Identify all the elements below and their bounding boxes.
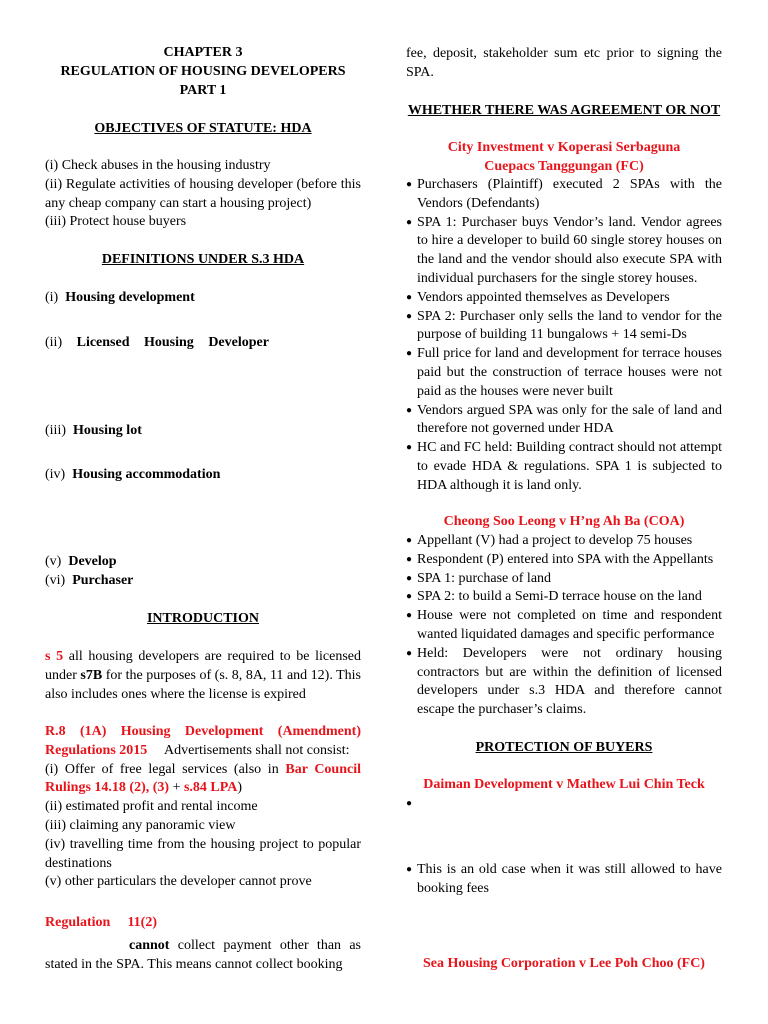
advert-item: (ii) estimated profit and rental income: [45, 799, 258, 815]
definition-develop: (v) Develop: [45, 554, 117, 569]
list-item: ● This is an old case when it was still allowed to have booking fees: [406, 861, 722, 899]
list-item: [406, 795, 722, 814]
introduction-paragraph: s 5 all housing developers are required to be licensed under s7B for the purposes of (s. 8, 8A, 11 and 12). This also includes ones where the license is expired: [45, 649, 361, 702]
objective-item: (ii) Regulate activities of housing developer (before this any cheap company can start a housing project): [45, 176, 361, 211]
objective-item: (iii) Protect house buyers: [45, 214, 187, 230]
objective-item: (i) Check abuses in the housing industry: [45, 158, 271, 173]
list-item: ● SPA 1: purchase of land: [406, 570, 722, 589]
definition-purchaser: (vi) Purchaser: [45, 573, 134, 588]
case-points-city-investment: [406, 176, 722, 496]
list-item: ● Full price for land and development for terrace houses paid but the construction of terrace houses were not paid as the houses were never built: [406, 345, 722, 401]
case-title-city-investment: City Investment v Koperasi Serbaguna Cuepacs Tanggungan (FC): [447, 140, 681, 174]
list-item: ● House were not completed on time and respondent wanted liquidated damages and specific performance: [406, 607, 722, 645]
advert-item: (v) other particulars the developer cannot prove: [45, 874, 312, 890]
protection-heading: PROTECTION OF BUYERS: [475, 740, 653, 755]
list-item: ● Vendors argued SPA was only for the sale of land and therefore not governed under HDA: [406, 402, 722, 440]
definition-housing-lot: (iii) Housing lot: [45, 423, 142, 438]
list-item: ● Appellant (V) had a project to develop 75 houses: [406, 532, 722, 551]
case-title-sea-housing: Sea Housing Corporation v Lee Poh Choo (FC): [423, 956, 705, 971]
list-item: ● Held: Developers were not ordinary housing contractors but are within the definition of licensed developers under s.3 HDA and therefore cannot escape the purchaser’s claims.: [406, 645, 722, 720]
list-item: ● SPA 2: Purchaser only sells the land to vendor for the purpose of building 11 bungalows + 14 semi-Ds: [406, 308, 722, 346]
objectives-list: [45, 157, 361, 232]
agreement-heading: WHETHER THERE WAS AGREEMENT OR NOT: [407, 103, 721, 118]
list-item: ● HC and FC held: Building contract should not attempt to evade HDA & regulations. SPA 1 is subjected to HDA although it is land only.: [406, 439, 722, 495]
case-points-daiman-development: [406, 861, 722, 899]
case-title-cheong-soo-leong: Cheong Soo Leong v H’ng Ah Ba (COA): [443, 514, 685, 529]
advert-item: (i) Offer of free legal services (also in Bar Council Rulings 14.18 (2), (3) + s.84 LPA): [45, 761, 361, 796]
definition-housing-development: (i) Housing development: [45, 290, 195, 305]
continued-paragraph: fee, deposit, stakeholder sum etc prior to signing the SPA.: [406, 46, 722, 80]
introduction-heading: INTRODUCTION: [146, 611, 259, 626]
definition-licensed-housing-developer: (ii) Licensed Housing Developer: [45, 335, 269, 350]
advert-item: (iv) travelling time from the housing project to popular destinations: [45, 836, 361, 871]
advert-item: (iii) claiming any panoramic view: [45, 817, 236, 833]
list-item: ● Vendors appointed themselves as Developers: [406, 289, 722, 308]
regulation-11-heading: Regulation 11(2): [45, 915, 157, 930]
list-item: ● SPA 1: Purchaser buys Vendor’s land. Vendor agrees to hire a developer to build 60 single storey houses on the land and the vendor should also execute SPA with individual purchasers for the single storey houses.: [406, 214, 722, 289]
chapter-label: CHAPTER 3: [163, 45, 243, 60]
regulation-11-paragraph: cannot collect payment other than as stated in the SPA. This means cannot collect booking: [45, 938, 361, 972]
definition-housing-accommodation: (iv) Housing accommodation: [45, 467, 221, 482]
list-item: ● SPA 2: to build a Semi-D terrace house on the land: [406, 588, 722, 607]
list-item: ● Respondent (P) entered into SPA with the Appellants: [406, 551, 722, 570]
case-title-daiman-development: Daiman Development v Mathew Lui Chin Teck: [423, 777, 705, 792]
objectives-heading: OBJECTIVES OF STATUTE: HDA: [94, 121, 312, 136]
list-item: ● Purchasers (Plaintiff) executed 2 SPAs with the Vendors (Defendants): [406, 176, 722, 214]
case-points-cheong-soo-leong: [406, 532, 722, 720]
case-points-daiman-empty: [406, 795, 722, 814]
chapter-title: REGULATION OF HOUSING DEVELOPERS: [60, 64, 346, 79]
part-label: PART 1: [179, 83, 227, 98]
regulation-8-block: R.8 (1A) Housing Development (Amendment) Regulations 2015 Advertisements shall not consist: (i) Offer of free legal services (also in Bar Council Rulings 14.18 (2), (3) + s.84 LPA) (ii) estimated profit and rental income (iii) claiming any panoramic view (iv) travelling time from the housing project to popular destinations (v) other particulars the developer cannot prove: [45, 723, 361, 892]
definitions-heading: DEFINITIONS UNDER S.3 HDA: [101, 252, 305, 267]
